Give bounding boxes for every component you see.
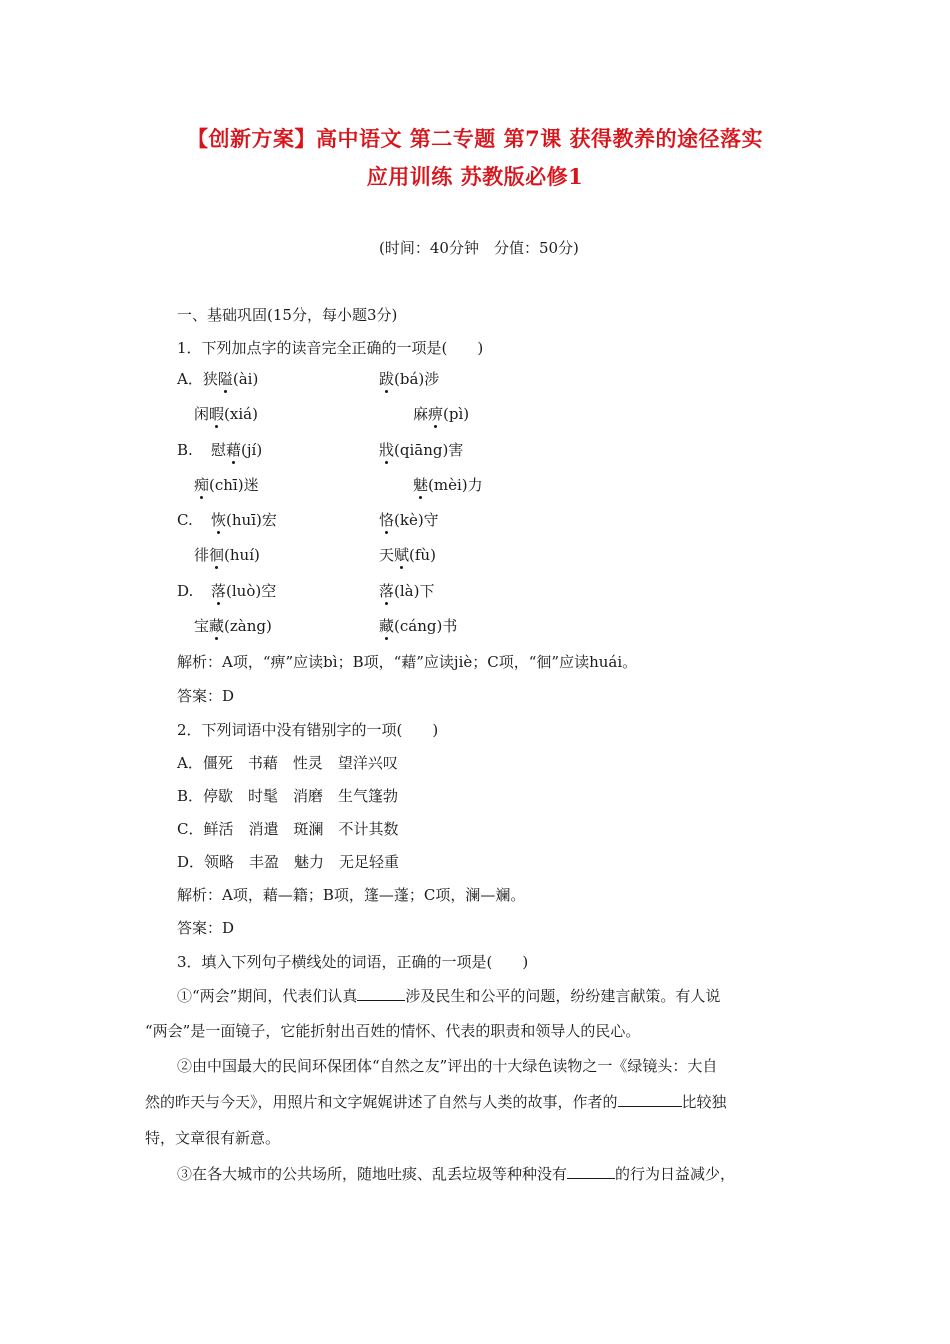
dotted-char: 恢 [211, 511, 227, 529]
q1-option-c-word4: 天赋(fù) [379, 546, 436, 564]
q3-sentence-2: ②由中国最大的民间环保团体“自然之友”评出的十大绿色读物之一《绿镜头：大自 [177, 1057, 718, 1075]
q2-option-d: D．领略 丰盈 魅力 无足轻重 [177, 853, 400, 871]
q1-option-a-word4: 麻痹(pì) [413, 405, 470, 423]
q1-option-b-word3: 痴(chī)迷 [194, 476, 259, 494]
q2-option-c: C．鲜活 消遣 斑澜 不计其数 [177, 820, 399, 838]
q2-answer: 答案：D [177, 919, 235, 937]
dotted-char: 藏 [209, 617, 225, 635]
q1-option-c-word1: 恢(huī)宏 [211, 511, 277, 529]
dotted-char: 赋 [394, 546, 410, 564]
dotted-char: 恪 [379, 511, 395, 529]
dotted-char: 魅 [413, 476, 429, 494]
q1-option-b-word4: 魅(mèi)力 [413, 476, 483, 494]
q1-option-d-word3: 宝藏(zàng) [194, 617, 272, 635]
q1-option-a-word2: 跋(bá)涉 [379, 370, 440, 388]
q2-option-b: B．停歇 时髦 消磨 生气篷勃 [177, 787, 399, 805]
document-title-line1: 【创新方案】高中语文 第二专题 第7课 获得教养的途径落实 [186, 126, 764, 151]
q1-option-c-word2: 恪(kè)守 [379, 511, 439, 529]
dotted-char: 戕 [379, 441, 395, 459]
dotted-char: 痴 [194, 476, 210, 494]
dotted-char: 落 [379, 582, 395, 600]
dotted-char: 痹 [428, 405, 444, 423]
q2-option-a: A．僵死 书藉 性灵 望洋兴叹 [177, 754, 398, 772]
document-title-line2: 应用训练 苏教版必修1 [366, 164, 584, 189]
q1-option-d-label: D. [177, 582, 194, 600]
fill-blank [618, 1092, 682, 1107]
fill-blank [567, 1164, 615, 1179]
q1-option-d-word1: 落(luò)空 [211, 582, 277, 600]
q1-option-b-word1: 慰藉(jí) [211, 441, 263, 459]
option-label: A． [177, 370, 203, 388]
time-score-info: (时间：40分钟 分值：50分) [379, 239, 579, 257]
q1-option-c-word3: 徘徊(huí) [194, 546, 260, 564]
section-heading: 一、基础巩固(15分，每小题3分) [177, 306, 398, 324]
q3-sentence-1: ①“两会”期间，代表们认真 涉及民生和公平的问题，纷纷建言献策。有人说 [177, 987, 721, 1005]
q1-option-b-label: B. [177, 441, 193, 459]
q1-option-d-word2: 落(là)下 [379, 582, 435, 600]
fill-blank [357, 986, 405, 1001]
dotted-char: 藏 [379, 617, 395, 635]
q1-option-a-row1: A．狭隘(ài) [177, 370, 259, 388]
question-3-stem: 3．填入下列句子横线处的词语，正确的一项是( ) [177, 953, 529, 971]
q1-analysis: 解析：A项，“痹”应读bì；B项，“藉”应读jiè；C项，“徊”应读huái。 [177, 653, 638, 671]
dotted-char: 藉 [226, 441, 242, 459]
q1-option-b-word2: 戕(qiāng)害 [379, 441, 464, 459]
q3-sentence-1-cont: “两会”是一面镜子，它能折射出百姓的情怀、代表的职责和领导人的民心。 [145, 1022, 641, 1040]
q1-answer: 答案：D [177, 687, 235, 705]
dotted-char: 徊 [209, 546, 225, 564]
dotted-char: 落 [211, 582, 227, 600]
question-2-stem: 2．下列词语中没有错别字的一项( ) [177, 721, 439, 739]
q1-option-d-word4: 藏(cáng)书 [379, 617, 458, 635]
dotted-char: 暇 [209, 405, 225, 423]
q3-sentence-2-cont: 然的昨天与今天》，用照片和文字娓娓讲述了自然与人类的故事，作者的 比较独 [145, 1093, 727, 1111]
q1-option-c-label: C. [177, 511, 193, 529]
dotted-char: 跋 [379, 370, 395, 388]
q1-option-a-word3: 闲暇(xiá) [194, 405, 258, 423]
q2-analysis: 解析：A项，藉—籍；B项，篷—蓬；C项，澜—斓。 [177, 886, 526, 904]
dotted-char: 隘 [217, 370, 233, 388]
q3-sentence-2-end: 特，文章很有新意。 [145, 1129, 281, 1147]
question-1-stem: 1．下列加点字的读音完全正确的一项是( ) [177, 339, 484, 357]
q3-sentence-3: ③在各大城市的公共场所，随地吐痰、乱丢垃圾等种种没有 的行为日益减少， [177, 1165, 736, 1183]
